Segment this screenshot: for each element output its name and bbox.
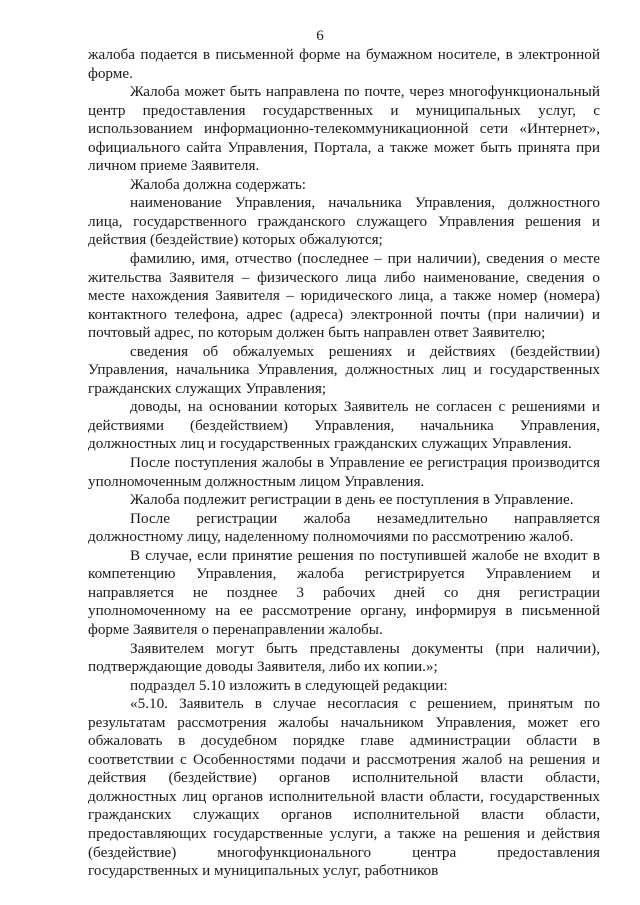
page-number: 6 [316,28,324,44]
paragraph-continuation: жалоба подается в письменной форме на бумажном носителе, в электронной форме. [88,46,600,82]
paragraph-complaint-contents-intro: Жалоба должна содержать: [130,175,306,193]
paragraph-appealed-decisions: сведения об обжалуемых решениях и действиях (бездействии) Управления, начальника Управления, должностных лиц и государственных гражданских служащих Управления; [88,342,600,397]
paragraph-subsection-amendment: подраздел 5.10 изложить в следующей редакции: [130,676,448,694]
paragraph-section-5-10: «5.10. Заявитель в случае несогласия с решением, принятым по результатам рассмотрения жалобы начальником Управления, может его обжаловать в досудебном порядке главе администрации области в соответствии с Особенностями подачи и рассмотрения жалоб на решения и действия (бездействие) органов исполнительной власти области, должностных лиц органов исполнительной власти области, государственных гражданских служащих органов исполнительной власти области, предоставляющих государственные услуги, а также на решения и действия (бездействие) многофункционального центра предоставления государственных и муниципальных услуг, работников [88,695,600,880]
paragraph-registration-day: Жалоба подлежит регистрации в день ее поступления в Управление. [130,491,574,509]
paragraph-redirection: В случае, если принятие решения по поступившей жалобе не входит в компетенцию Управления, жалоба регистрируется Управлением и направляется не позднее 3 рабочих дней со дня регистрации уполномоченному на ее рассмотрение органу, информируя в письменной форме Заявителя о перенаправлении жалобы. [88,546,600,638]
paragraph-applicant-details: фамилию, имя, отчество (последнее – при наличии), сведения о месте жительства Заявителя – физического лица либо наименование, сведения о месте нахождения Заявителя – юридического лица, а также номер (номера) контактного телефона, адрес (адреса) электронной почты (при наличии) и почтовый адрес, по которым должен быть направлен ответ Заявителю; [88,250,600,342]
paragraph-supporting-documents: Заявителем могут быть представлены документы (при наличии), подтверждающие доводы Заявителя, либо их копии.»; [88,639,600,676]
document-body [88,46,600,881]
paragraph-submission-channels: Жалоба может быть направлена по почте, через многофункциональный центр предоставления государственных и муниципальных услуг, с использованием информационно-телекоммуникационной сети «Интернет», официального сайта Управления, Портала, а также может быть принята при личном приеме Заявителя. [88,83,600,175]
paragraph-arguments: доводы, на основании которых Заявитель не согласен с решениями и действиями (бездействием) Управления, начальника Управления, должностных лиц и государственных гражданских служащих Управления. [88,398,600,453]
paragraph-forwarding: После регистрации жалоба незамедлительно направляется должностному лицу, наделенному полномочиями по рассмотрению жалоб. [88,509,600,546]
paragraph-authority-name: наименование Управления, начальника Управления, должностного лица, государственного гражданского служащего Управления решения и действия (бездействие) которых обжалуются; [88,194,600,249]
paragraph-registration: После поступления жалобы в Управление ее регистрация производится уполномоченным должностным лицом Управления. [88,454,600,490]
